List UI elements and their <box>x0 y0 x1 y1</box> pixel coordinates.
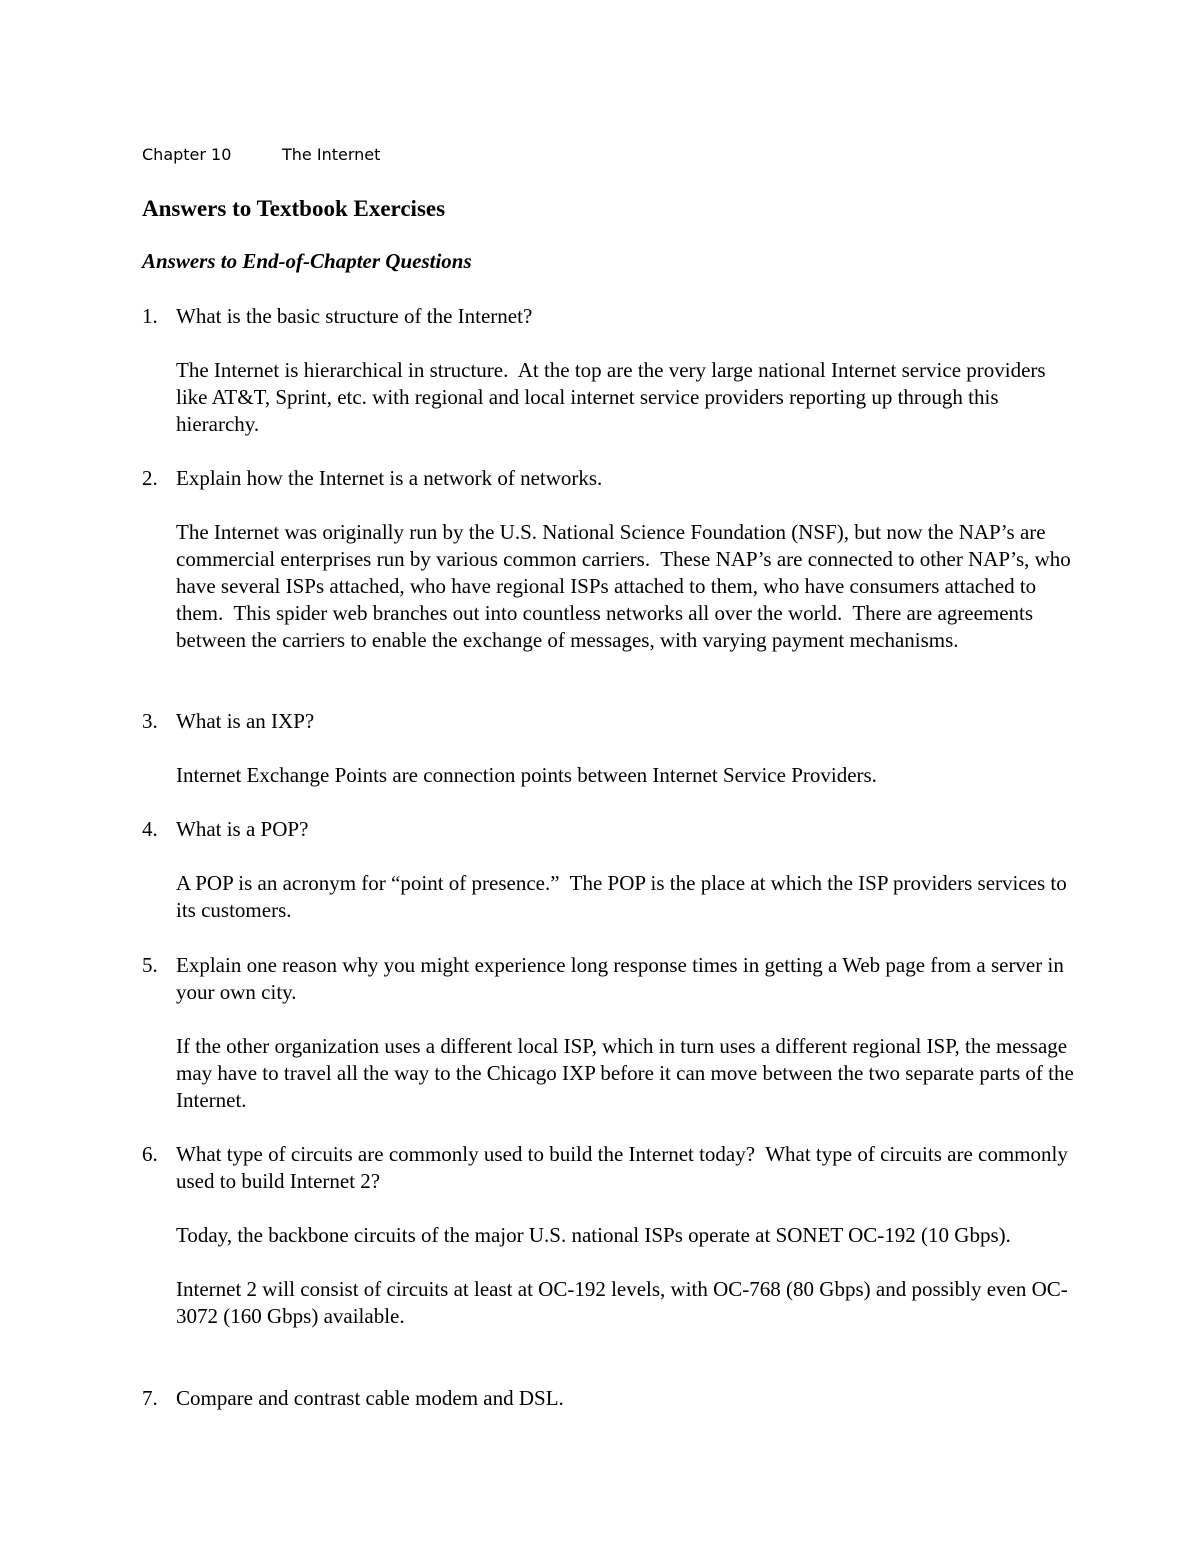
answer-6b: Internet 2 will consist of circuits at least at OC-192 levels, with OC-768 (80 Gbps) and possibly even OC-3072 (160 Gbps) available. <box>176 1277 1068 1328</box>
question-number: 6. <box>142 1142 158 1166</box>
chapter-topic: The Internet <box>282 145 381 164</box>
answer-2: The Internet was originally run by the U.S. National Science Foundation (NSF), but now the NAP’s are commercial enterprises run by various common carriers. These NAP’s are connected to other NAP’s, who have several ISPs attached, who have regional ISPs attached to them, who have consumers attached to them. This spider web branches out into countless networks all over the world. There are agreements between the carriers to enable the exchange of messages, with varying payment mechanisms. <box>176 520 1077 652</box>
qa-item-2 <box>142 465 1077 654</box>
answer-5: If the other organization uses a different local ISP, which in turn uses a different regional ISP, the message may have to travel all the way to the Chicago IXP before it can move between the two separate parts of the Internet. <box>176 1034 1080 1112</box>
question-3 <box>142 708 1077 735</box>
question-text: What is a POP? <box>176 817 309 841</box>
question-number: 1. <box>142 304 158 328</box>
page-title: Answers to Textbook Exercises <box>142 196 446 221</box>
answer-6a: Today, the backbone circuits of the major U.S. national ISPs operate at SONET OC-192 (10 Gbps). <box>176 1223 1011 1247</box>
qa-item-7 <box>142 1385 1077 1412</box>
question-text: Explain one reason why you might experience long response times in getting a Web page from a server in your own city. <box>176 953 1070 1004</box>
question-7 <box>142 1385 1077 1412</box>
qa-item-5 <box>142 952 1080 1114</box>
qa-item-6 <box>142 1141 1077 1330</box>
question-5 <box>142 952 1077 1006</box>
question-number: 4. <box>142 817 158 841</box>
qa-item-1 <box>142 303 1077 438</box>
qa-item-3 <box>142 708 1077 789</box>
question-4 <box>142 816 1077 843</box>
question-6 <box>142 1141 1077 1195</box>
question-text: What type of circuits are commonly used to build the Internet today? What type of circuits are commonly used to build Internet 2? <box>176 1142 1074 1193</box>
section-subtitle: Answers to End-of-Chapter Questions <box>142 249 472 273</box>
chapter-header <box>142 144 380 166</box>
question-number: 5. <box>142 953 158 977</box>
answer-3: Internet Exchange Points are connection points between Internet Service Providers. <box>176 763 877 787</box>
qa-item-4 <box>142 816 1077 924</box>
chapter-number: Chapter 10 <box>142 145 232 164</box>
question-number: 2. <box>142 466 158 490</box>
question-1 <box>142 303 1077 330</box>
question-text: Compare and contrast cable modem and DSL. <box>176 1386 564 1410</box>
question-2 <box>142 465 1077 492</box>
answer-4: A POP is an acronym for “point of presence.” The POP is the place at which the ISP providers services to its customers. <box>176 871 1072 922</box>
question-number: 3. <box>142 709 158 733</box>
question-text: What is the basic structure of the Internet? <box>176 304 533 328</box>
answer-1: The Internet is hierarchical in structure. At the top are the very large national Internet service providers like AT&T, Sprint, etc. with regional and local internet service providers reporting up through this hierarchy. <box>176 358 1051 436</box>
question-text: What is an IXP? <box>176 709 315 733</box>
question-text: Explain how the Internet is a network of networks. <box>176 466 603 490</box>
question-number: 7. <box>142 1386 158 1410</box>
